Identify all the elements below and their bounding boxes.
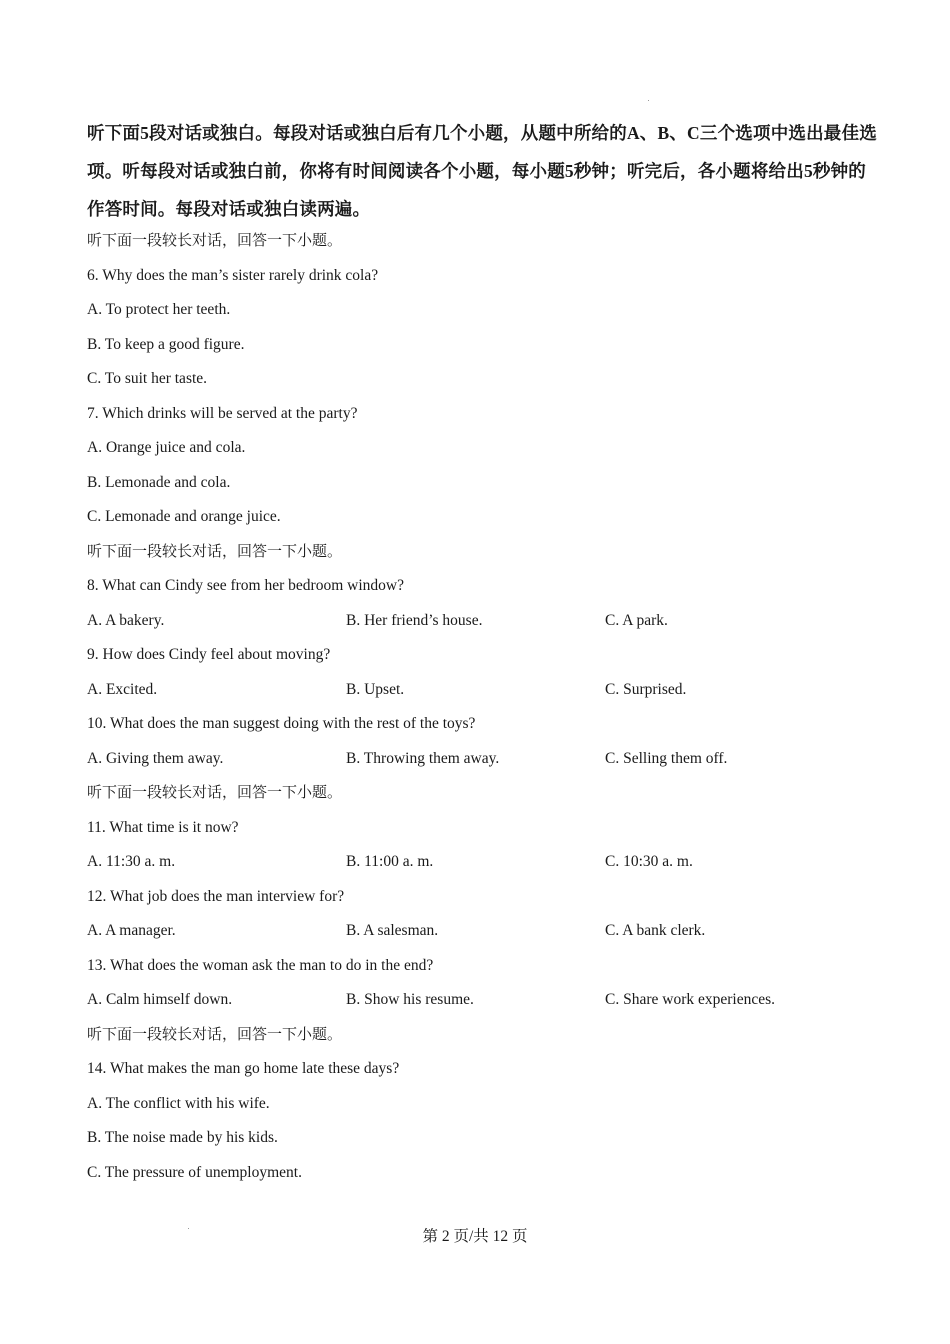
option-7a: A. Orange juice and cola. [87,439,246,456]
section-intro: 听下面一段较长对话，回答一下小题。 [87,543,343,560]
option-9c: C. Surprised. [605,680,687,698]
scan-speck [648,100,649,101]
option-10b: B. Throwing them away. [346,749,500,767]
options-10 [87,742,877,777]
option-9b: B. Upset. [346,680,405,698]
options-8 [87,604,877,639]
option-6c: C. To suit her taste. [87,370,208,387]
option-13a: A. Calm himself down. [87,991,233,1008]
question-12: 12. What job does the man interview for? [87,887,345,905]
option-13b: B. Show his resume. [346,991,474,1008]
question-11: 11. What time is it now? [87,818,239,836]
option-11a: A. 11:30 a. m. [87,853,176,870]
option-10c: C. Selling them off. [605,749,728,767]
option-12a: A. A manager. [87,922,176,939]
option-11b: B. 11:00 a. m. [346,853,434,870]
question-6: 6. Why does the man’s sister rarely drink cola? [87,266,379,284]
section-intro: 听下面一段较长对话，回答一下小题。 [87,1026,343,1043]
option-9a: A. Excited. [87,680,158,698]
options-9 [87,673,877,708]
question-9: 9. How does Cindy feel about moving? [87,646,331,663]
option-6b: B. To keep a good figure. [87,335,245,353]
options-12 [87,914,877,949]
option-7b: B. Lemonade and cola. [87,473,231,491]
question-8: 8. What can Cindy see from her bedroom window? [87,577,404,594]
option-7c: C. Lemonade and orange juice. [87,508,281,525]
option-11c: C. 10:30 a. m. [605,853,693,870]
question-7: 7. Which drinks will be served at the party? [87,404,358,422]
option-8b: B. Her friend’s house. [346,611,483,629]
option-14c: C. The pressure of unemployment. [87,1163,302,1181]
option-6a: A. To protect her teeth. [87,301,231,318]
question-13: 13. What does the woman ask the man to do in the end? [87,956,434,974]
option-14a: A. The conflict with his wife. [87,1094,270,1112]
page-number-footer: 第 2 页/共 12 页 [422,1228,528,1245]
option-12b: B. A salesman. [346,922,439,939]
question-14: 14. What makes the man go home late these days? [87,1060,400,1077]
question-10: 10. What does the man suggest doing with the rest of the toys? [87,715,476,732]
option-10a: A. Giving them away. [87,749,224,767]
listening-instructions: 听下面5段对话或独白。每段对话或独白后有几个小题，从题中所给的A、B、C三个选项中选出最佳选项。听每段对话或独白前，你将有时间阅读各个小题，每小题5秒钟；听完后，各小题将给出5秒钟的作答时间。每段对话或独白读两遍。 [87,123,877,219]
options-11 [87,845,877,880]
option-8c: C. A park. [605,611,668,629]
option-13c: C. Share work experiences. [605,991,776,1008]
option-14b: B. The noise made by his kids. [87,1129,278,1146]
options-13 [87,983,877,1018]
section-intro: 听下面一段较长对话，回答一下小题。 [87,233,343,249]
document-page [87,114,877,1190]
option-8a: A. A bakery. [87,611,165,629]
option-12c: C. A bank clerk. [605,922,706,939]
section-intro: 听下面一段较长对话，回答一下小题。 [87,785,343,801]
